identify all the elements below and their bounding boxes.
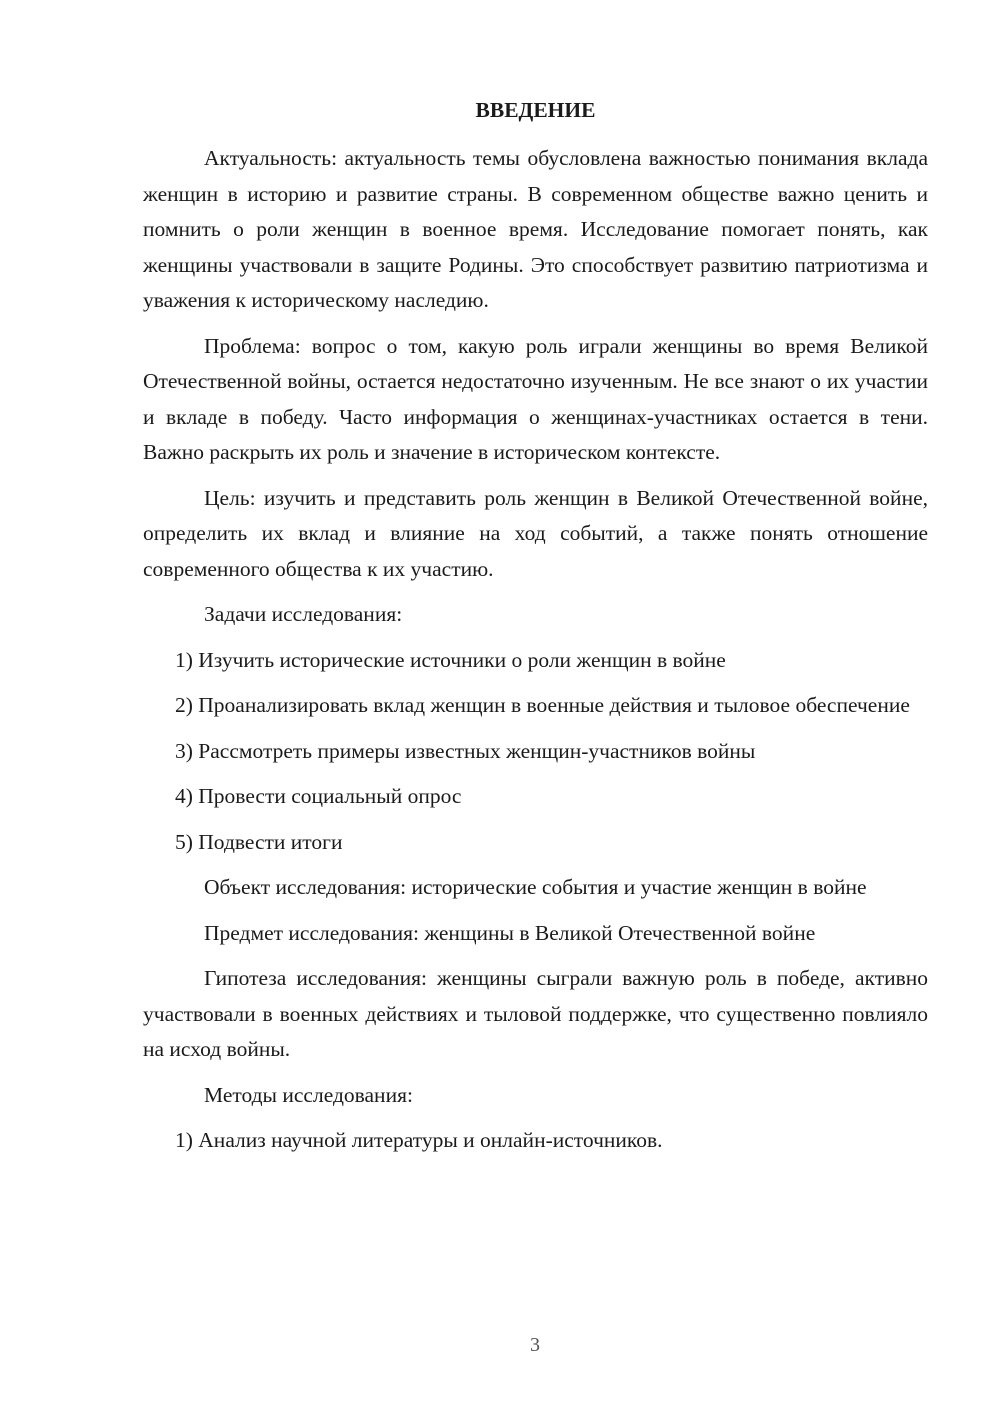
list-item-task-2: 2) Проанализировать вклад женщин в военные действия и тыловое обеспечение — [175, 693, 910, 717]
paragraph-hypothesis: Гипотеза исследования: женщины сыграли важную роль в победе, активно участвовали в военных действиях и тыловой поддержке, что существенно повлияло на исход войны. — [143, 966, 928, 1061]
page-number: 3 — [530, 1334, 540, 1356]
paragraph-tasks-heading: Задачи исследования: — [204, 602, 403, 626]
list-item-task-3: 3) Рассмотреть примеры известных женщин-участников войны — [175, 738, 756, 763]
page-title: ВВЕДЕНИЕ — [475, 98, 596, 122]
page-content — [143, 93, 928, 1169]
list-item-task-5: 5) Подвести итоги — [175, 829, 343, 854]
paragraph-goal: Цель: изучить и представить роль женщин в Великой Отечественной войне, определить их вклад и влияние на ход событий, а также понять отношение современного общества к их участию. — [143, 485, 928, 581]
paragraph-relevance: Актуальность: актуальность темы обусловлена важностью понимания вклада женщин в историю и развитие страны. В современном обществе важно ценить и помнить о роли женщин в военное время. Исследование помогает понять, как женщины участвовали в защите Родины. Это способствует развитию патриотизма и уважения к историческому наследию. — [143, 146, 928, 312]
paragraph-problem: Проблема: вопрос о том, какую роль играли женщины во время Великой Отечественной войны, остается недостаточно изученным. Не все знают о их участии и вкладе в победу. Часто информация о женщинах-участниках остается в тени. Важно раскрыть их роль и значение в историческом контексте. — [143, 333, 928, 464]
list-item-method-1: 1) Анализ научной литературы и онлайн-источников. — [175, 1128, 663, 1152]
paragraph-subject: Предмет исследования: женщины в Великой Отечественной войне — [204, 920, 816, 945]
list-item-task-1: 1) Изучить исторические источники о роли женщин в войне — [175, 647, 726, 672]
paragraph-methods-heading: Методы исследования: — [204, 1082, 413, 1107]
paragraph-object: Объект исследования: исторические события и участие женщин в войне — [204, 875, 867, 899]
list-item-task-4: 4) Провести социальный опрос — [175, 784, 462, 808]
